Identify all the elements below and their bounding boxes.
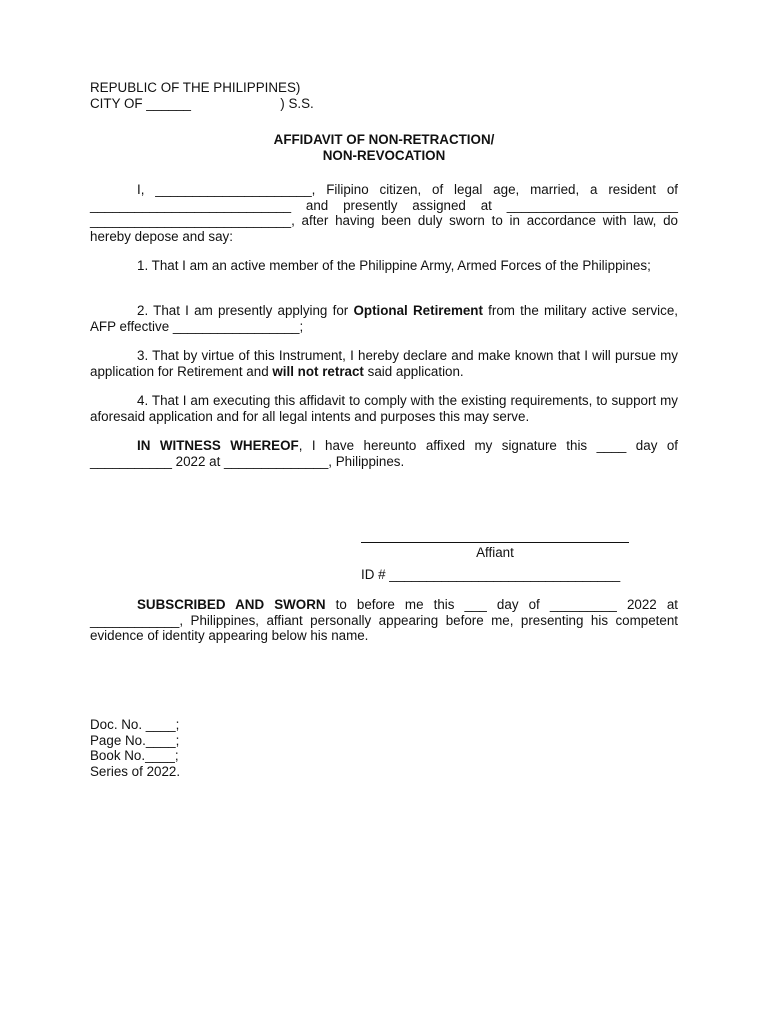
doc-no: Doc. No. ____;	[90, 717, 180, 732]
intro-paragraph	[90, 182, 678, 244]
venue-republic: REPUBLIC OF THE PHILIPPINES)	[90, 80, 301, 95]
signature-line	[361, 542, 629, 543]
venue-header	[90, 80, 314, 111]
paragraph-3-after: said application.	[363, 363, 464, 379]
jurat-paragraph	[90, 597, 678, 644]
paragraph-3-bold: will not retract	[272, 363, 364, 379]
book-no: Book No.____;	[90, 748, 179, 764]
paragraph-2-before: 2. That I am presently applying for	[137, 303, 354, 318]
title-line-1: AFFIDAVIT OF NON-RETRACTION/	[273, 132, 495, 147]
series: Series of 2022.	[90, 763, 181, 779]
witness-paragraph	[90, 438, 678, 469]
paragraph-2	[90, 303, 678, 334]
paragraph-2-bold: Optional Retirement	[353, 303, 483, 318]
notarial-block	[90, 717, 180, 779]
paragraph-1-text: 1. That I am an active member of the Philippine Army, Armed Forces of the Philippines;	[137, 258, 651, 273]
paragraph-4-text: 4. That I am executing this affidavit to comply with the existing requirements, to support my aforesaid application and for all legal intents and purposes this may serve.	[90, 393, 678, 424]
affiant-label: Affiant	[476, 545, 514, 560]
witness-after: , I have hereunto affixed my signature this ____ day of ___________ 2022 at ______________, Philippines.	[90, 438, 678, 469]
jurat-bold: SUBSCRIBED AND SWORN	[137, 597, 326, 612]
document-title	[0, 132, 768, 163]
paragraph-1	[90, 258, 678, 274]
venue-city: CITY OF ______ ) S.S.	[90, 95, 314, 111]
paragraph-3-before: 3. That by virtue of this Instrument, I hereby declare and make known that I will pursue my application for Retirement and	[90, 348, 678, 379]
paragraph-3	[90, 348, 678, 379]
id-line: ID # _______________________________	[361, 567, 621, 582]
paragraph-2-after: from the military active service, AFP effective _________________;	[90, 303, 678, 334]
witness-bold: IN WITNESS WHEREOF	[137, 438, 299, 453]
title-line-2: NON-REVOCATION	[322, 147, 446, 163]
paragraph-4	[90, 393, 678, 424]
intro-text: I, _____________________, Filipino citizen, of legal age, married, a resident of ___________________________ and presently assigned at _______________________ ___________________________, after having been duly sworn to in accordance with law, do hereby depose and say:	[90, 182, 678, 244]
jurat-after: to before me this ___ day of _________ 2022 at ____________, Philippines, affiant personally appearing before me, presenting his competent evidence of identity appearing below his name.	[90, 597, 678, 644]
page-no: Page No.____;	[90, 732, 180, 748]
